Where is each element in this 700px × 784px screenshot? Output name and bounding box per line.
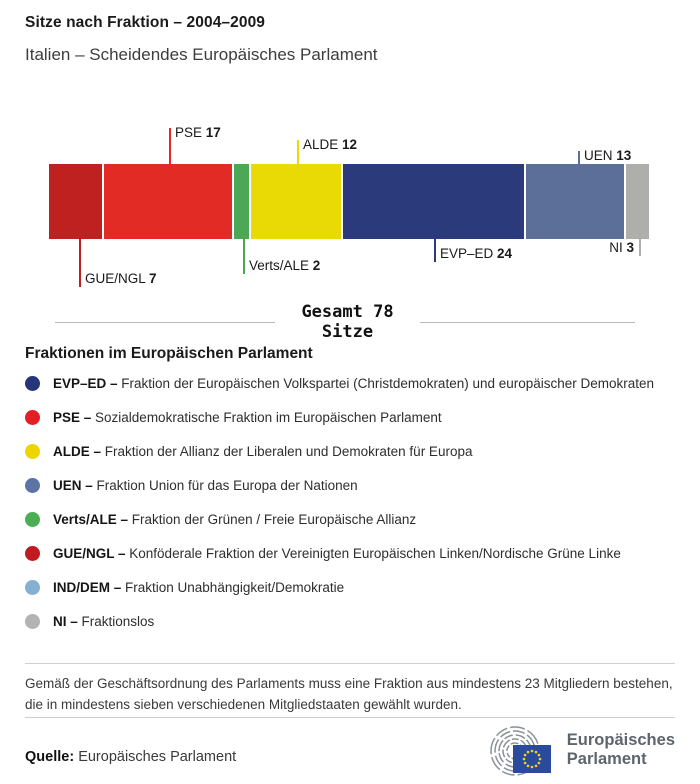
bar-label-GUE/NGL: [85, 271, 157, 286]
bar-segment-PSE: [104, 164, 232, 239]
bar-label-seats: 2: [312, 258, 321, 273]
legend-item: [25, 468, 675, 502]
legend-color-dot-icon: [25, 376, 40, 391]
legend-list: [25, 366, 675, 638]
legend-item-abbr: NI –: [53, 613, 82, 629]
bar-segment-GUE/NGL: [49, 164, 102, 239]
bar-label-seats: 13: [616, 148, 632, 163]
divider-top: [25, 663, 675, 664]
legend-color-dot-icon: [25, 478, 40, 493]
bar-label-name: Verts/ALE: [249, 258, 313, 273]
legend-color-dot-icon: [25, 580, 40, 595]
total-line2: Sitze: [321, 322, 374, 342]
bar-label-UEN: [584, 148, 631, 163]
legend-heading: Fraktionen im Europäischen Parlament: [25, 345, 313, 362]
total-rule-right: [420, 322, 635, 323]
callout-line-UEN: [578, 151, 580, 164]
bar-label-Verts/ALE: [249, 258, 320, 273]
legend-item-desc: Sozialdemokratische Fraktion im Europäischen Parlament: [95, 409, 442, 425]
total-label: [275, 302, 420, 342]
legend-item-text: [53, 376, 654, 391]
total-line1: Gesamt 78: [301, 302, 394, 322]
legend-color-dot-icon: [25, 410, 40, 425]
eu-flag-icon: [513, 745, 551, 773]
callout-line-Verts/ALE: [243, 239, 245, 274]
bar-label-PSE: [175, 125, 221, 140]
page-title: Sitze nach Fraktion – 2004–2009: [25, 14, 266, 31]
legend-item: [25, 570, 675, 604]
hemicycle-icon: [483, 723, 559, 777]
callout-line-ALDE: [297, 140, 299, 164]
legend-item-abbr: Verts/ALE –: [53, 511, 132, 527]
legend-item-desc: Fraktion der Allianz der Liberalen und Demokraten für Europa: [104, 443, 473, 459]
source-text: [25, 749, 236, 765]
callout-line-PSE: [169, 128, 171, 164]
eu-parliament-logo: [483, 723, 675, 777]
callout-line-EVP–ED: [434, 239, 436, 262]
legend-item-abbr: EVP–ED –: [53, 375, 122, 391]
legend-item-text: [53, 512, 416, 527]
source-value: Europäisches Parlament: [78, 749, 237, 765]
legend: [25, 345, 675, 638]
legend-color-dot-icon: [25, 444, 40, 459]
bar-label-ALDE: [303, 137, 357, 152]
source-row: [25, 724, 675, 776]
chart: [0, 110, 700, 300]
legend-item: [25, 604, 675, 638]
legend-item: [25, 502, 675, 536]
bar-label-NI: [609, 240, 634, 255]
legend-item: [25, 400, 675, 434]
bar-label-name: PSE: [175, 125, 206, 140]
legend-color-dot-icon: [25, 614, 40, 629]
footnote: Gemäß der Geschäftsordnung des Parlaments muss eine Fraktion aus mindestens 23 Mitgliedern bestehen, die in mindestens sieben verschiedenen Mitgliedstaaten gewählt wurden.: [25, 676, 673, 712]
legend-item-abbr: IND/DEM –: [53, 579, 126, 595]
stacked-bar: [49, 164, 649, 239]
logo-text-line1: Europäisches: [566, 731, 675, 749]
source-label: Quelle:: [25, 749, 75, 765]
bar-label-seats: 17: [205, 125, 221, 140]
bar-segment-ALDE: [251, 164, 341, 239]
bar-label-name: UEN: [584, 148, 617, 163]
legend-item-abbr: GUE/NGL –: [53, 545, 130, 561]
legend-item-desc: Fraktion der Europäischen Volkspartei (Christdemokraten) und europäischer Demokraten: [121, 375, 655, 391]
bar-label-EVP–ED: [440, 246, 512, 261]
bar-label-seats: 3: [626, 240, 634, 255]
legend-item-text: [53, 614, 154, 629]
bar-label-name: ALDE: [303, 137, 343, 152]
legend-item-desc: Konföderale Fraktion der Vereinigten Europäischen Linken/Nordische Grüne Linke: [129, 545, 621, 561]
legend-color-dot-icon: [25, 546, 40, 561]
callout-line-GUE/NGL: [79, 239, 81, 287]
callout-line-NI: [639, 239, 641, 256]
legend-item-text: [53, 546, 621, 561]
bar-label-seats: 12: [342, 137, 358, 152]
page-subtitle: Italien – Scheidendes Europäisches Parlament: [25, 45, 378, 64]
legend-item-text: [53, 478, 358, 493]
legend-item-desc: Fraktion der Grünen / Freie Europäische Allianz: [131, 511, 417, 527]
legend-item-desc: Fraktionslos: [81, 613, 155, 629]
logo-text: [567, 731, 675, 769]
legend-item: [25, 366, 675, 400]
divider-bottom: [25, 717, 675, 718]
legend-item-text: [53, 444, 472, 459]
bar-label-seats: 24: [497, 246, 513, 261]
bar-label-name: GUE/NGL: [85, 271, 150, 286]
bar-label-seats: 7: [149, 271, 157, 286]
logo-text-line2: Parlament: [566, 750, 647, 768]
bar-segment-NI: [626, 164, 649, 239]
legend-item-text: [53, 580, 344, 595]
legend-item: [25, 536, 675, 570]
legend-item-text: [53, 410, 442, 425]
bar-segment-Verts/ALE: [234, 164, 249, 239]
legend-item: [25, 434, 675, 468]
legend-item-abbr: ALDE –: [53, 443, 105, 459]
header: [25, 14, 675, 65]
bar-label-name: NI: [609, 240, 627, 255]
legend-item-abbr: UEN –: [53, 477, 97, 493]
legend-color-dot-icon: [25, 512, 40, 527]
legend-item-desc: Fraktion Union für das Europa der Nationen: [96, 477, 358, 493]
total-rule-left: [55, 322, 275, 323]
legend-item-abbr: PSE –: [53, 409, 96, 425]
total-row: [0, 300, 700, 344]
legend-item-desc: Fraktion Unabhängigkeit/Demokratie: [125, 579, 345, 595]
bar-segment-EVP–ED: [343, 164, 524, 239]
bar-label-name: EVP–ED: [440, 246, 498, 261]
bar-segment-UEN: [526, 164, 624, 239]
